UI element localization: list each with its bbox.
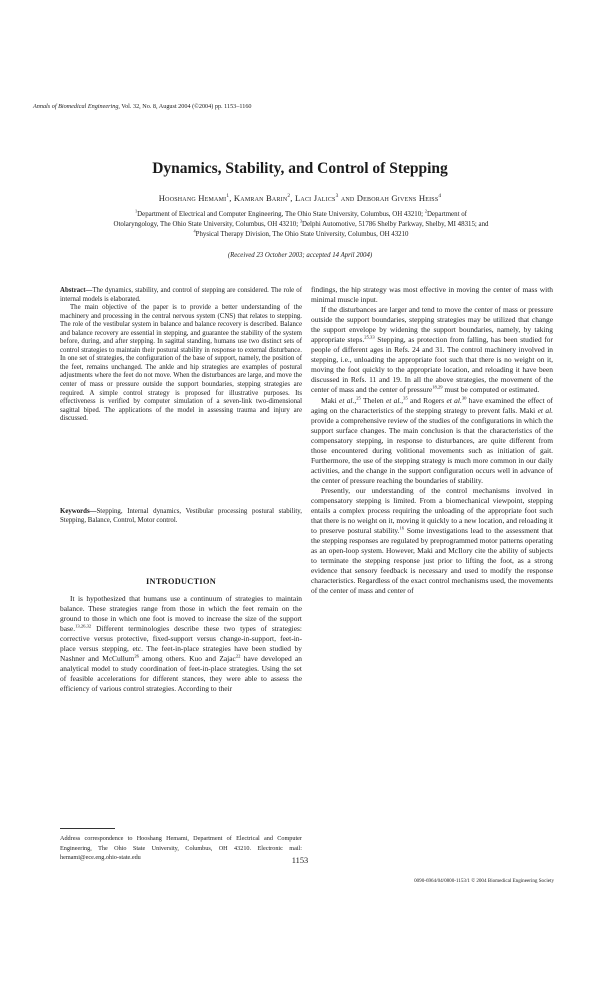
citation-ref: 13,26,32 [75,623,92,629]
journal-volume-pages: , Vol. 32, No. 8, August 2004 (©2004) pp. 1153–1160 [118,103,252,110]
keywords: Keywords—Stepping, Internal dynamics, Vestibular processing postural stability, Stepping, Balance, Control, Motor control. [60,508,302,524]
author-list: Hooshang Hemami$^1$, Kamran Barin$^2$, Laci Jalics$^3$ and Deborah Givens Heiss$^4$ [158,193,442,203]
body-text: provide a comprehensive review of the studies of the configurations in which the support surface changes. The main conclusion is that the characteristics of the compensatory stepping, in response to disturbances, are quite different from those encountered during volitional movements such as initiation of gait. Furthermore, the use of the stepping strategy is much more common in our daily activities, and the change in the support configuration occurs well in advance of the center of pressure reaching the boundaries of stability. [311,415,553,485]
body-text: among others. Kuo and Zajac [138,654,236,664]
author-name: and Deborah Givens Heiss [340,193,439,203]
body-text: Some investigations lead to the assessment that the stepping responses are regulated by preprogrammed motor patterns operating as an open-loop system. However, Maki and McIlory cite the ability of subjects to terminate the stepping response just prior to lifting the foot, as a strong evidence that sensory feedback is necessary and used to modify the response characteristics. Regardless of the exact control mechanisms used, the movements of the center of mass and center of [311,526,553,596]
author-affil-mark: 3 [335,193,339,200]
page-number: 1153 [291,856,309,865]
body-paragraph [311,486,553,597]
affiliation-text: Physical Therapy Division, The Ohio State University, Columbus, OH 43210 [195,230,409,238]
abstract-text: The dynamics, stability, and control of stepping are considered. The role of internal models is elaborated. [60,287,302,303]
affiliation-text: Department of [426,211,467,218]
footnote-divider [60,828,115,829]
abstract-paragraph: The main objective of the paper is to provide a better understanding of the machinery and processing in the central nervous system (CNS) that relates to stepping. The role of the vestibular system in balance and balance recovery is described. Balance and balance recovery are essential in stepping, and guarantee the stability of the system before, during, and after stepping. In sagittal standing, humans use two distinct sets of control strategies to maintain their postural stability in response to external disturbance. In one set of strategies, the configuration of the base of support, namely, the position of the feet, remains unchanged. The ankle and hip strategies are examples of postural adjustments where the feet do not move. When the disturbances are large, and move the center of mass or pressure outside the support boundaries, stepping strategies are required. A simple control strategy is proposed for illustrative purposes. Its effectiveness is verified by computer simulation of a seven-link two-dimensional sagittal biped. The applications of the model in assessing trauma and injury are discussed. [60,304,302,423]
affil-mark: 1 [135,208,138,214]
body-text: Different terminologies describe these two types of strategies: corrective versus protective, fixed-support versus change-in-support, feet-in-place versus stepping, etc. The feet-in-place strategies have been studied by Nashner and McCullum [60,624,302,664]
correspondence-footnote: Address correspondence to Hooshang Hemami, Department of Electrical and Computer Engineering, The Ohio State University, Columbus, OH 43210. Electronic mail: hemami@ece.eng.ohio-state.edu [60,835,302,862]
author-name: Hooshang Hemami [158,193,227,203]
body-text: Maki [321,395,340,405]
et-al: et al. [446,395,462,405]
body-text: Stepping, as protection from falling, has been studied for people of different ages in Refs. 24 and 31. The control machinery involved in stepping, i.e., unloading the appropriate foot such that there is no weight on it, moving the foot quickly to the appropriate location, and reloading it have been discussed in Refs. 11 and 19. In all the above strategies, the movement of the center of mass and the center of pressure [311,335,553,395]
abstract [60,287,302,424]
affil-mark: 3 [299,218,303,224]
citation-ref: 30 [461,395,467,401]
keywords-label: Keywords [60,508,90,515]
author-affil-mark: 1 [226,193,230,200]
intro-left-column [60,594,302,694]
citation-ref: 16 [399,525,405,531]
affiliation-text: Delphi Automotive, 51786 Shelby Parkway, Shelby, MI 48315; and [302,220,489,228]
body-text: have developed an analytical model to study coordination of feet-in-place strategies. Using the set of feasible accelerations for different stances, they were able to assess the efficiency of various control strategies. According to their [60,654,303,694]
body-text: If the disturbances are larger and tend to move the center of mass or pressure outside the support boundaries, stepping strategies may be utilized that change the support envelope by widening the support boundaries, namely, by taking appropriate steps. [311,305,553,345]
body-paragraph: Maki et al.,$^{25}$ Thelen et al.,$^{35}$ and Rogers et al.$^{30}$ have examined the effect of aging on the characteristics of the stepping strategy to prevent falls. Maki et al. provide a comprehensive review of the studies of the configurations in which the support surface changes. The main conclusion is that the characteristics of the compensatory stepping, in response to disturbances, are quite different from those encountered during volitional movements such as initiation of gait. Furthermore, the use of the stepping strategy is much more common in our daily activities, and the change in the support configuration occurs well in advance of the center of pressure reaching the boundaries of stability. [311,395,554,485]
body-paragraph [311,305,553,395]
affiliations [85,210,517,239]
body-paragraph [60,594,302,694]
section-heading: INTRODUCTION [146,577,216,586]
et-al: et al. [537,405,554,415]
abstract-paragraph: Abstract—The dynamics, stability, and control of stepping are considered. The role of internal models is elaborated. [60,287,302,303]
et-al: et al. [385,395,402,405]
author-affil-mark: 4 [438,193,442,200]
right-column [311,285,553,596]
et-al: et al. [339,395,355,405]
body-text: have examined the effect of aging on the characteristics of the stepping strategy to prevent falls. Maki [311,395,554,415]
abstract-label: Abstract [60,287,86,294]
body-text: Thelen [360,395,386,405]
body-text: and Rogers [407,395,447,405]
author-name: Laci Jalics [294,193,336,203]
affiliation-text: Otolaryngology, The Ohio State University, Columbus, OH 43210; [113,220,299,228]
affil-mark: 2 [424,208,427,214]
journal-citation [33,103,252,110]
body-text: must be computed or estimated. [442,385,540,395]
body-paragraph: findings, the hip strategy was most effective in moving the center of mass with minimal muscle input. [311,285,553,305]
citation-ref: 25 [356,395,361,401]
paper-title: Dynamics, Stability, and Control of Stepping [152,160,448,177]
author-name: Kamran Barin [233,193,288,203]
keywords-text: Stepping, Internal dynamics, Vestibular processing postural stability, Stepping, Balance, Control, Motor control. [60,508,302,524]
copyright-line: 0090-6964/04/0800-1153/1 © 2004 Biomedical Engineering Society [414,878,554,884]
citation-ref: 26 [134,653,139,659]
affil-mark: 4 [193,228,196,234]
journal-name: Annals of Biomedical Engineering [33,103,119,110]
citation-ref: 35 [403,395,408,401]
citation-ref: 18,29 [432,384,443,390]
body-text: It is hypothesized that humans use a continuum of strategies to maintain balance. These strategies range from those in which the feet remain on the ground to those in which one foot is moved to increase the size of the support base. [60,594,302,634]
body-text: Presently, our understanding of the control mechanisms involved in compensatory stepping is limited. From a biomechanical viewpoint, stepping entails a complex process requiring the unloading of the appropriate foot such that there is no weight on it, moving it quickly to a new location, and reloading it to preserve postural stability. [311,485,553,536]
received-dates: (Received 23 October 2003; accepted 14 April 2004) [227,252,373,259]
citation-ref: 25,33 [364,334,375,340]
author-affil-mark: 2 [287,193,291,200]
citation-ref: 22 [235,653,241,659]
affiliation-text: Department of Electrical and Computer Engineering, The Ohio State University, Columbus, OH 43210; [137,211,424,218]
